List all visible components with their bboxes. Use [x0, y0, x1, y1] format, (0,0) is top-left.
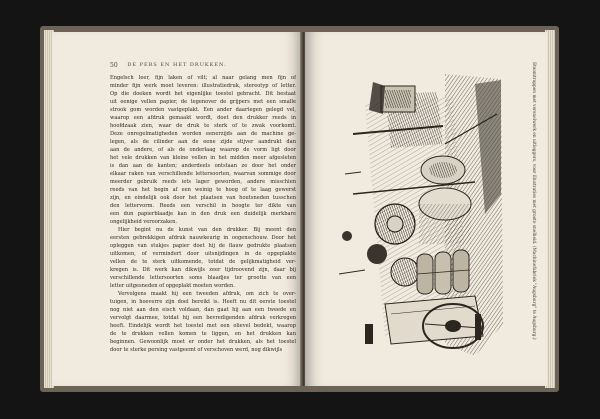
text-line: vervolgt daarmee, totdat hij een bevredigenden afdruk verkregen — [110, 315, 296, 321]
text-line: Op die doeken wordt het eigenlijke toestel gebracht. Dit bestaat — [110, 91, 296, 97]
text-line: Deze onregelmatigheden worden eenerzijds aan de machine ge- — [110, 131, 296, 137]
text-line: door te sterke persing vastgeemt of verschoven werd, nog dikwijls — [110, 347, 283, 353]
text-line: verschillende lettersoorten soms blaadjes ter grootte van een — [110, 275, 296, 281]
text-line: ongelijkheid veroorzaken. — [110, 219, 177, 225]
open-book — [40, 26, 559, 392]
text-line: kregen is. Dit werk kan dikwijls zeer tijdroovend zijn, daar bij — [110, 267, 296, 273]
text-line: Vervolgens maakt hij een tweeden afdruk, om zich te over- — [118, 291, 296, 297]
plate-caption: Stoomtrappen met versnelwerk en uitleggers, voor illustraties met groote snelheid. (Machinefabriek "Augsburg" te Augsburg.) — [531, 62, 536, 340]
text-line: de te drukken vellen komen te liggen, en het drukken kan — [110, 331, 296, 337]
text-line: aan de andere, of als de onderlaag waarop de vorm ligt door — [110, 147, 296, 153]
running-head — [52, 62, 302, 70]
printing-press-engraving-icon — [325, 74, 521, 360]
text-line: een dun papierblaadje kan in den druk een duidelijk merkbare — [110, 211, 296, 217]
text-line: Hier begint nu de kunst van den drukker. Bij meent den — [118, 227, 296, 233]
text-line: minder fijn werk moet leveren: illustratiedruk, stereotyp of letter. — [110, 83, 296, 89]
text-line: waarop een afdruk gemaakt wordt, doet den drukker reeds in — [110, 115, 296, 121]
text-line: uitkomen, of vermindert door uitsnijdingen in de opgeplakte — [110, 251, 296, 257]
left-page — [52, 32, 302, 386]
text-line: den lettervorm. Reeds een verschil in hoogte ter dikte van — [110, 203, 296, 209]
text-line: strook gom worden vastgeplakt. Een ander daartegen gelegd vel, — [110, 107, 296, 113]
text-line: eersten gebrekkigen afdruk nauwkeurig in oogenschouw. Door het — [110, 235, 296, 241]
text-line: reeds van het begin af een weinig te hoog of te laag gewerst — [110, 187, 296, 193]
text-line: is dan aan de kanten; anderdeels ontstaan ze door het onder — [110, 163, 296, 169]
text-line: tuigen, in hoeverre zijn doel bereikt is. Heeft nu dit eerste toestel — [110, 299, 296, 305]
page-number: 50 — [110, 62, 118, 69]
text-line: heeft. Eindelijk wordt het toestel met een olievel bedekt, waarop — [110, 323, 296, 329]
body-text — [110, 74, 296, 354]
running-head-title: DE PERS EN HET DRUKKEN. — [127, 62, 227, 68]
text-line: hoofdzaak zien, waar de druk te sterk of te zwak voorkomt. — [110, 123, 296, 129]
text-line: nog niet aan den eisch voldaan, dan gaat hij aan een tweede en — [110, 307, 296, 313]
right-page — [305, 32, 547, 386]
text-line: legen, als de cilinder aan de eene zijde stijver aandrukt dan — [110, 139, 296, 145]
text-line: opleggen van stukjes papier doet hij de flauw gedrukte plaatsen — [110, 243, 296, 249]
text-line: uit eenige vellen papier, de tegenover de grijpers met een smalle — [110, 99, 296, 105]
text-line: letter uitgesneden of opgeplakt moeten worden. — [110, 283, 235, 289]
text-line: zijn, en eindelijk ook door het plaatsen van houtsneden tusschen — [110, 195, 296, 201]
text-line: vellen de te sterk uitkomende, totdat de gelijkmatigheid ver- — [110, 259, 296, 265]
text-line: het vele drukken van kleine vellen in het midden meer afgesleten — [110, 155, 296, 161]
text-line: meerder gebruik reeds iets lager geworden, andere misschien — [110, 179, 296, 185]
text-line: Engelsch leer, fijn laken of vilt; al naar gelang men fijn of — [110, 75, 296, 81]
text-line: beginnen. Gewoonlijk moet er onder het drukken, als het toestel — [110, 339, 296, 345]
text-line: elkaar raken van verschillende lettersoorten, waarvan sommige door — [110, 171, 296, 177]
